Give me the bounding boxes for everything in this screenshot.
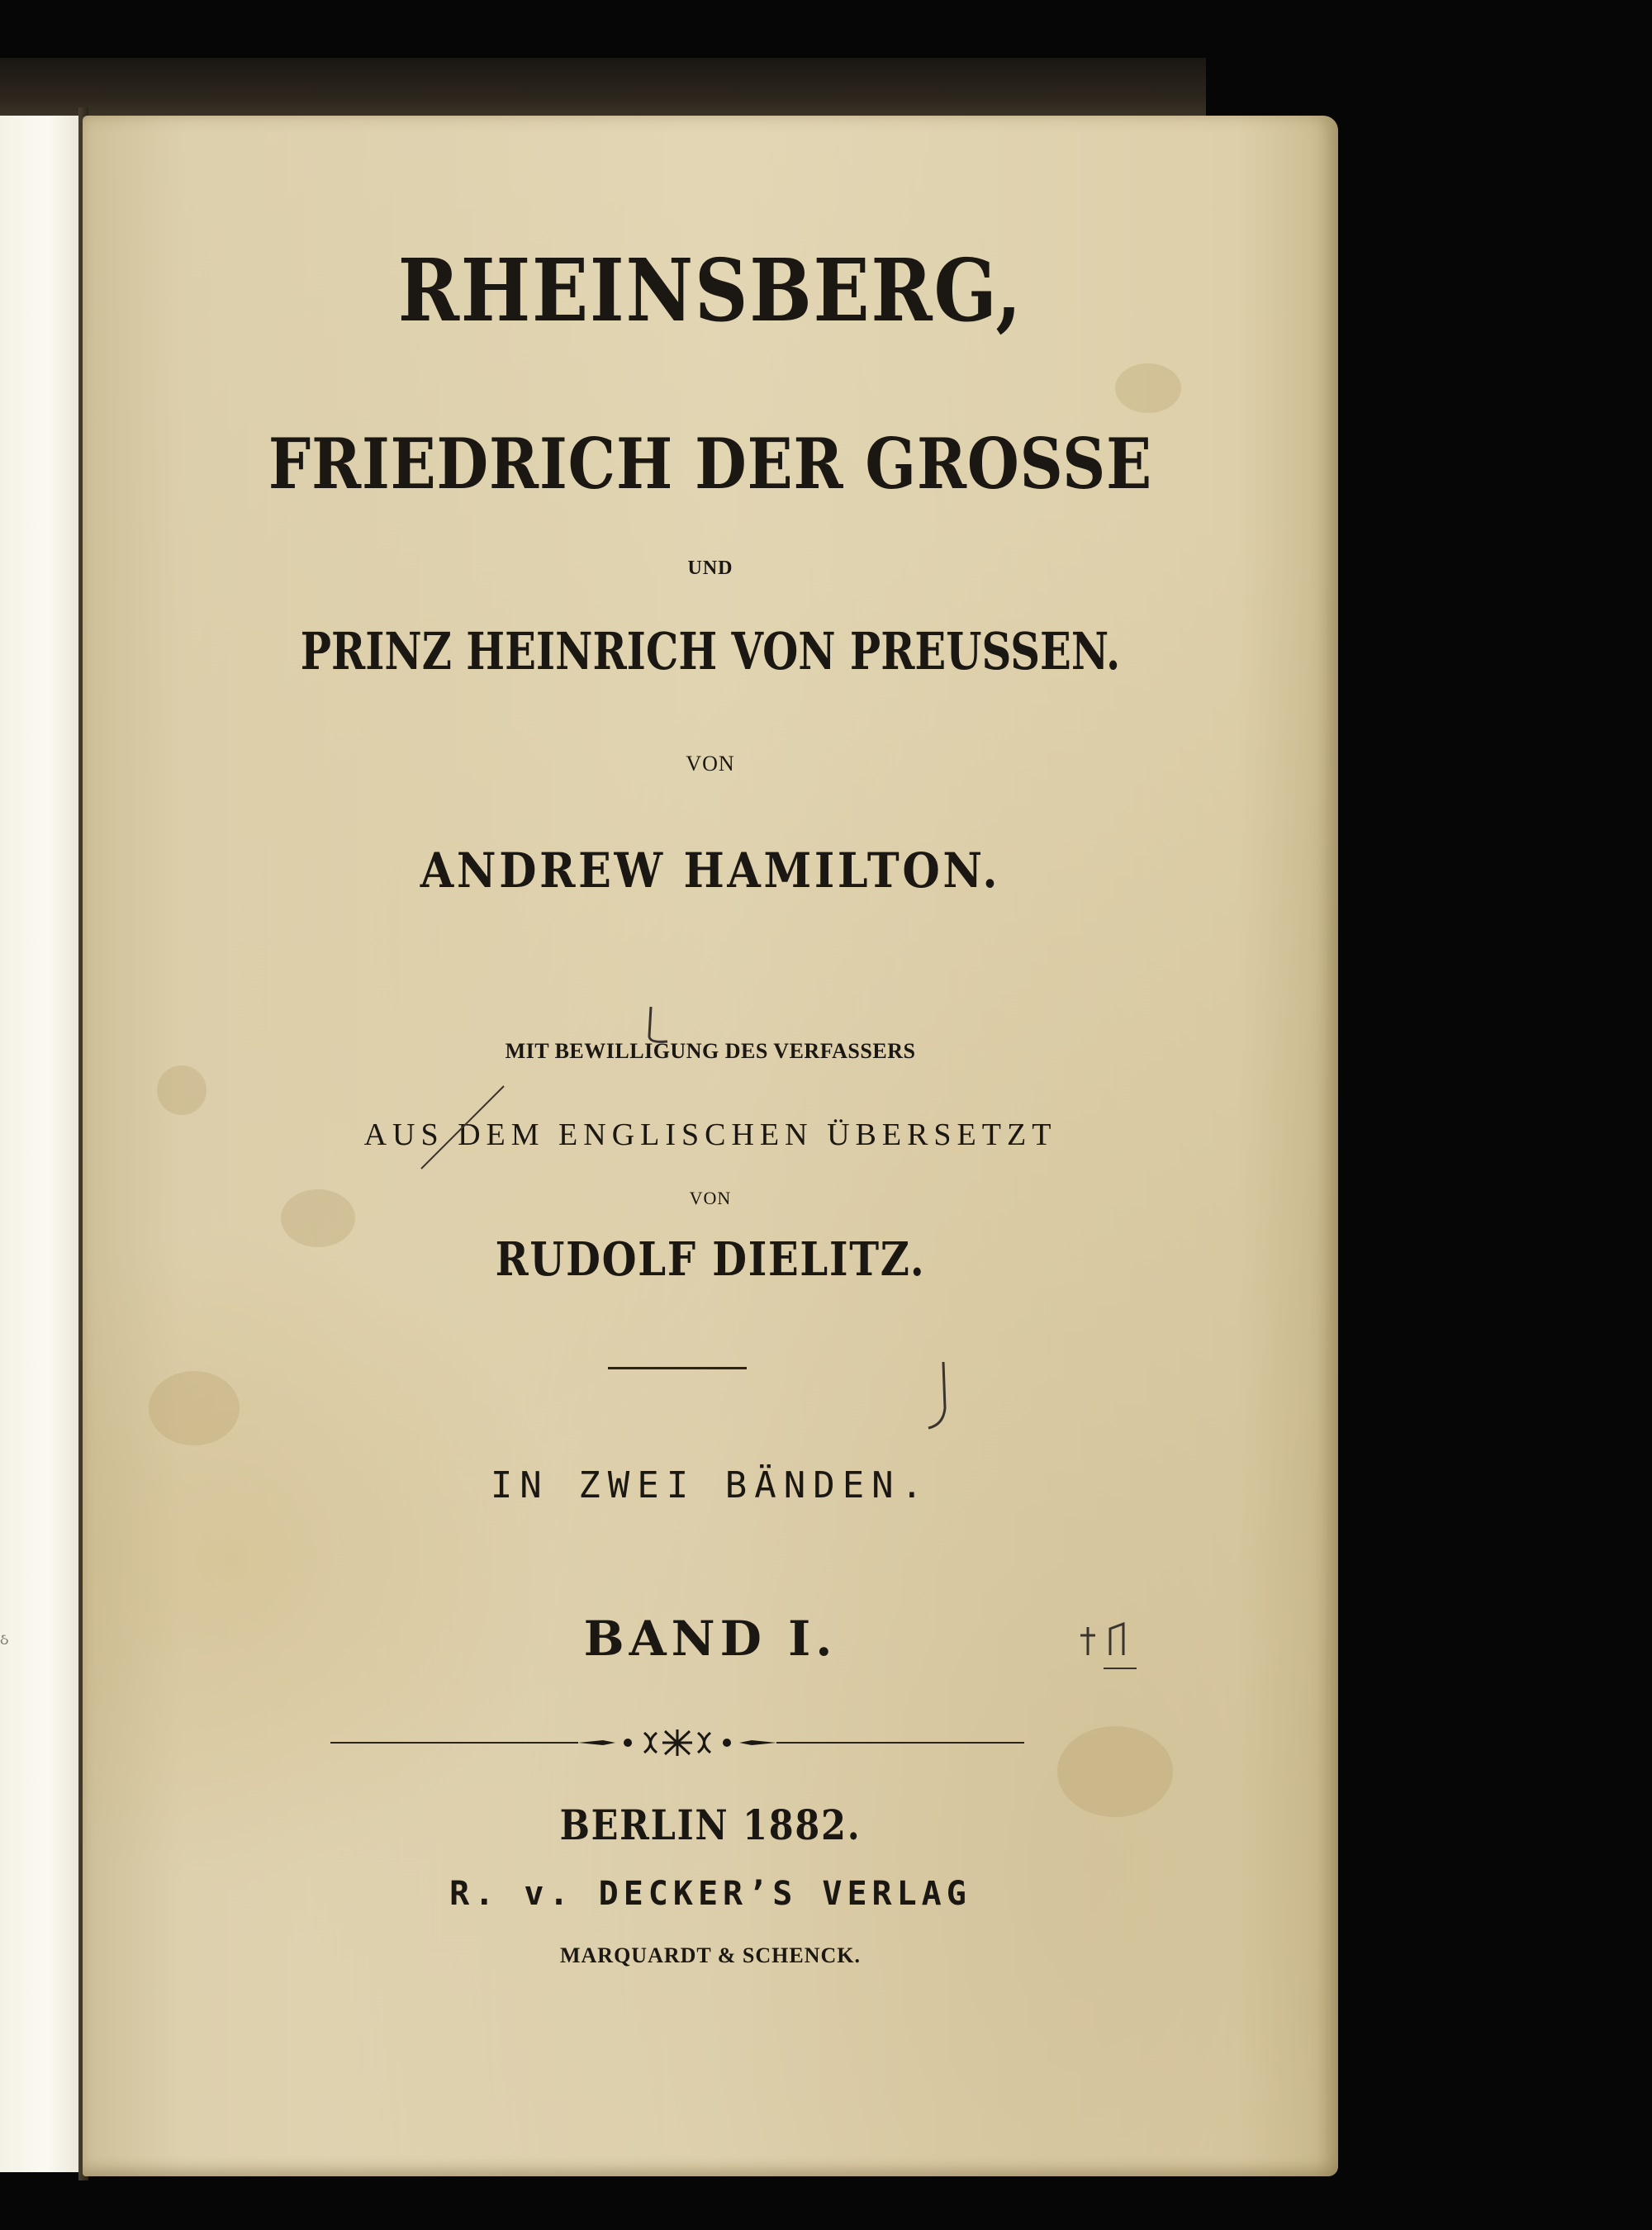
author-name: ANDREW HAMILTON.	[420, 842, 1001, 899]
translator-name: RUDOLF DIELITZ.	[495, 1232, 926, 1287]
publisher: R. v. DECKER’S VERLAG	[449, 1875, 971, 1913]
translation-note: AUS DEM ENGLISCHEN ÜBERSETZT	[363, 1117, 1057, 1152]
title-page	[83, 116, 1338, 2176]
publisher-owners: MARQUARDT & SCHENCK.	[559, 1943, 862, 1967]
book-cover-edge	[0, 58, 1206, 116]
subtitle-line-2: PRINZ HEINRICH VON PREUSSEN.	[300, 621, 1121, 681]
ornament-rule	[330, 1726, 1024, 1759]
divider-rule	[608, 1367, 747, 1369]
translator-by-label: VON	[689, 1188, 732, 1208]
book-title: RHEINSBERG,	[397, 240, 1023, 341]
foxing-spot	[1115, 363, 1181, 413]
permission-note: MIT BEWILLIGUNG DES VERFASSERS	[505, 1039, 916, 1063]
foxing-spot	[157, 1065, 206, 1115]
margin-mark: ઠ	[0, 1631, 9, 1648]
conjunction: UND	[687, 558, 733, 579]
endpaper-left	[0, 116, 78, 2172]
subtitle-line-1: FRIEDRICH DER GROSSE	[268, 423, 1153, 505]
by-label: VON	[686, 752, 735, 776]
place-and-year: BERLIN 1882.	[559, 1801, 862, 1849]
foxing-spot	[149, 1371, 240, 1445]
volumes-note: IN ZWEI BÄNDEN.	[490, 1464, 931, 1506]
pencil-bracket	[925, 1359, 958, 1433]
volume-number: BAND I.	[583, 1611, 838, 1667]
